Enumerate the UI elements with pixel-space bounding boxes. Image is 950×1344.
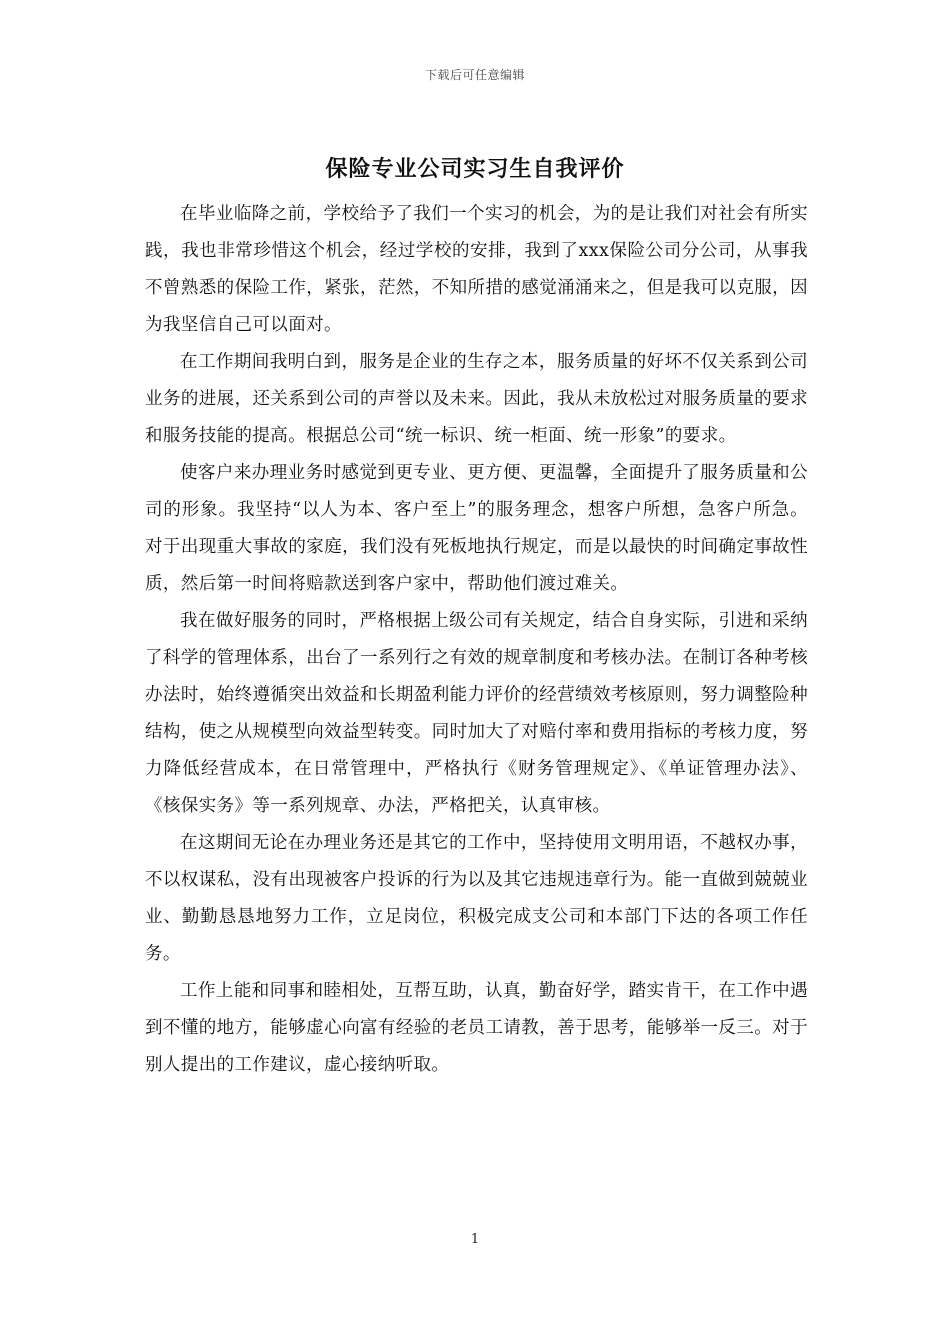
paragraph: 我在做好服务的同时，严格根据上级公司有关规定，结合自身实际，引进和采纳了科学的管理体系，出台了一系列行之有效的规章制度和考核办法。在制订各种考核办法时，始终遵循突出效益和长期盈利能力评价的经营绩效考核原则，努力调整险种结构，使之从规模型向效益型转变。同时加大了对赔付率和费用指标的考核力度，努力降低经营成本，在日常管理中，严格执行《财务管理规定》、《单证管理办法》、《核保实务》等一系列规章、办法，严格把关，认真审核。 [145,611,808,816]
document-body [145,196,808,1084]
paragraph: 在毕业临降之前，学校给予了我们一个实习的机会，为的是让我们对社会有所实践，我也非常珍惜这个机会，经过学校的安排，我到了xxx保险公司分公司，从事我不曾熟悉的保险工作，紧张，茫然，不知所措的感觉涌涌来之，但是我可以克服，因为我坚信自己可以面对。 [145,204,808,335]
page-number: 1 [470,1232,480,1247]
paragraph: 工作上能和同事和睦相处，互帮互助，认真，勤奋好学，踏实肯干，在工作中遇到不懂的地方，能够虚心向富有经验的老员工请教，善于思考，能够举一反三。对于别人提出的工作建议，虚心接纳听取。 [145,981,808,1075]
paragraph: 在这期间无论在办理业务还是其它的工作中，坚持使用文明用语，不越权办事，不以权谋私，没有出现被客户投诉的行为以及其它违规违章行为。能一直做到兢兢业业、勤勤恳恳地努力工作，立足岗位，积极完成支公司和本部门下达的各项工作任务。 [145,833,808,964]
document-title: 保险专业公司实习生自我评价 [325,156,625,182]
paragraph: 在工作期间我明白到，服务是企业的生存之本，服务质量的好坏不仅关系到公司业务的进展，还关系到公司的声誉以及未来。因此，我从未放松过对服务质量的要求和服务技能的提高。根据总公司“统一标识、统一柜面、统一形象”的要求。 [145,352,808,446]
paragraph: 使客户来办理业务时感觉到更专业、更方便、更温馨，全面提升了服务质量和公司的形象。我坚持“以人为本、客户至上”的服务理念，想客户所想，急客户所急。对于出现重大事故的家庭，我们没有死板地执行规定，而是以最快的时间确定事故性质，然后第一时间将赔款送到客户家中，帮助他们渡过难关。 [145,463,808,594]
header-note: 下载后可任意编辑 [424,68,525,82]
